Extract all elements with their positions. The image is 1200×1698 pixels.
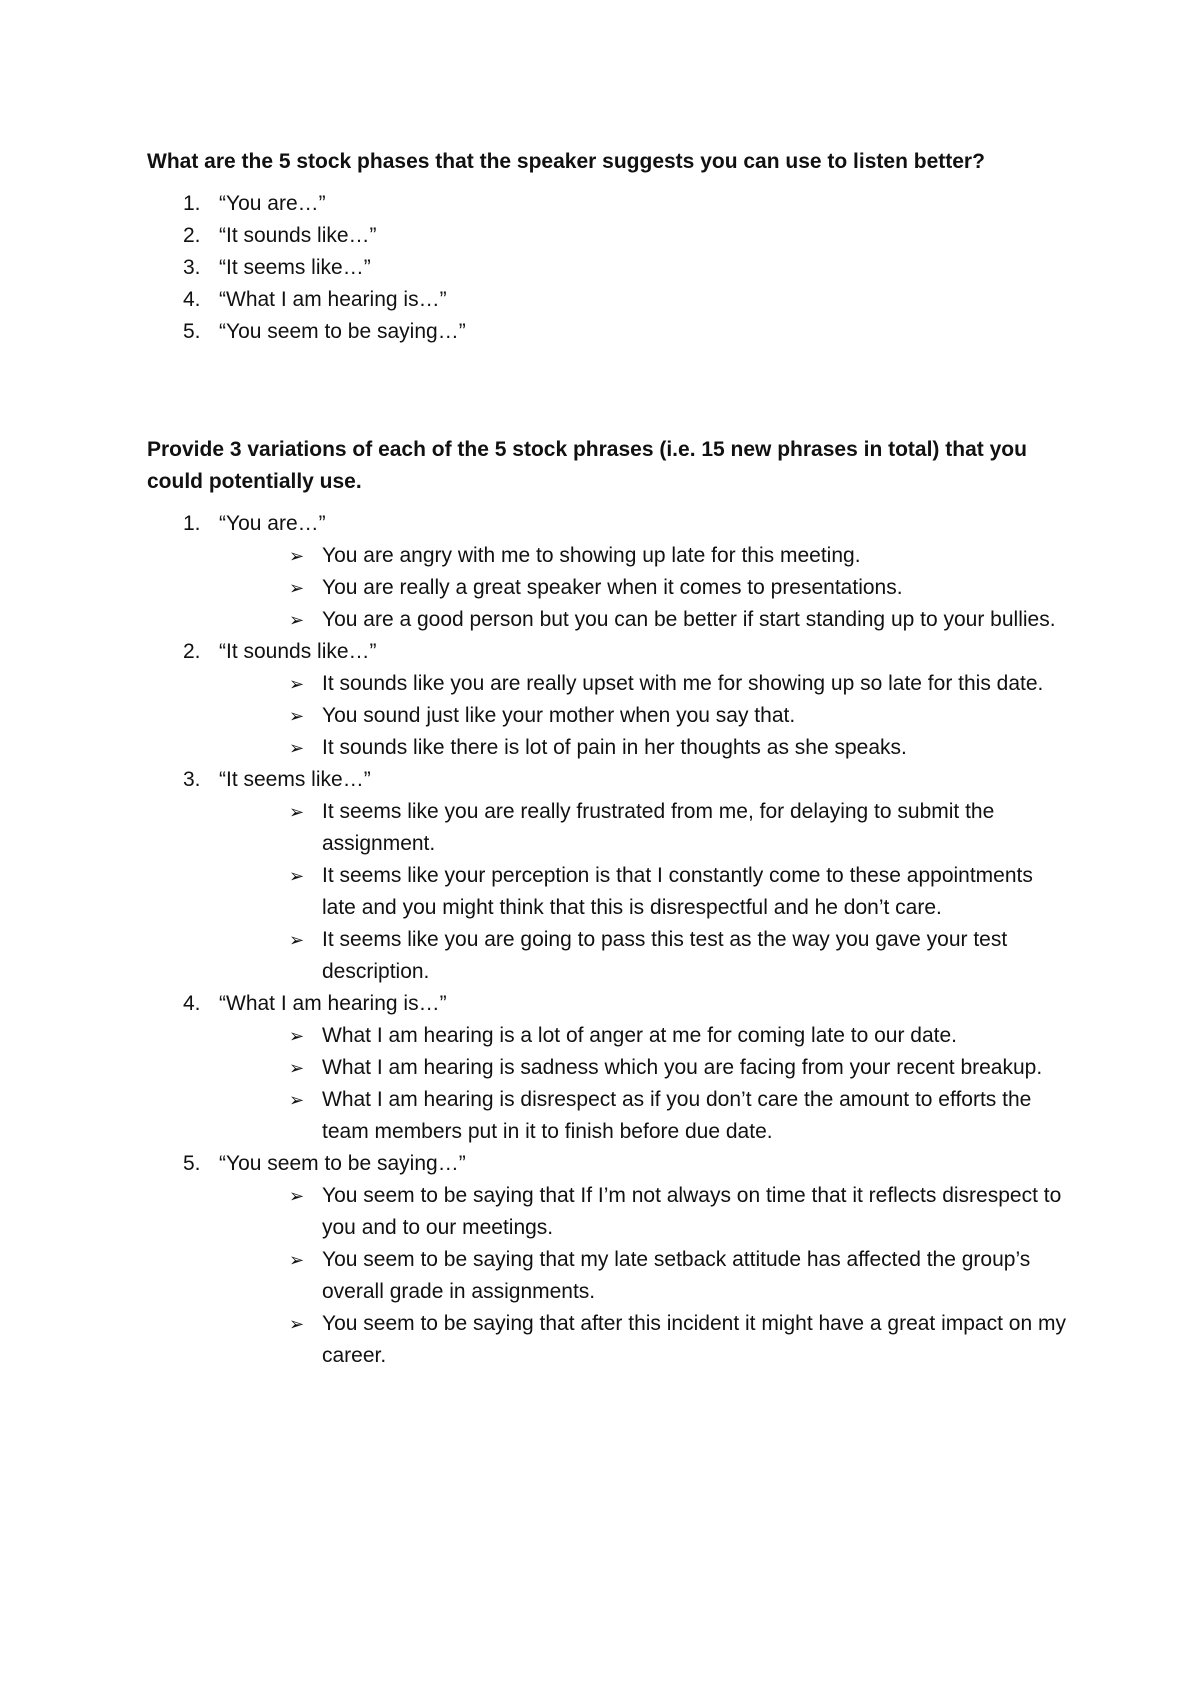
- variation-item: [289, 604, 1072, 636]
- list-item: [147, 284, 1080, 316]
- list-number: 5.: [183, 320, 201, 343]
- arrow-bullet-icon: ➢: [289, 1186, 305, 1206]
- variation-item: [289, 700, 1072, 732]
- variation-list: [219, 1180, 1080, 1372]
- variation-text: What I am hearing is a lot of anger at me for coming late to our date.: [322, 1024, 957, 1047]
- phrase-title: “What I am hearing is…”: [219, 992, 447, 1015]
- arrow-bullet-icon: ➢: [289, 706, 305, 726]
- list-number: 4.: [183, 288, 201, 311]
- question-2-heading: Provide 3 variations of each of the 5 stock phrases (i.e. 15 new phrases in total) that you could potentially use.: [147, 438, 1027, 493]
- variation-text: You seem to be saying that If I’m not always on time that it reflects disrespect to you and to our meetings.: [322, 1184, 1062, 1239]
- arrow-bullet-icon: ➢: [289, 1026, 305, 1046]
- variation-text: What I am hearing is sadness which you are facing from your recent breakup.: [322, 1056, 1043, 1079]
- list-text: “It sounds like…”: [219, 224, 377, 247]
- phrase-title: “You seem to be saying…”: [219, 1152, 466, 1175]
- arrow-bullet-icon: ➢: [289, 674, 305, 694]
- variation-text: You seem to be saying that my late setback attitude has affected the group’s overall grade in assignments.: [322, 1248, 1031, 1303]
- variation-text: It sounds like there is lot of pain in her thoughts as she speaks.: [322, 736, 907, 759]
- variation-text: You are angry with me to showing up late for this meeting.: [322, 544, 861, 567]
- variation-item: [289, 668, 1072, 700]
- stock-phrases-list: [147, 188, 1080, 348]
- variation-item: [289, 1052, 1072, 1084]
- variation-list: [219, 1020, 1080, 1148]
- list-text: “What I am hearing is…”: [219, 288, 447, 311]
- arrow-bullet-icon: ➢: [289, 802, 305, 822]
- arrow-bullet-icon: ➢: [289, 1250, 305, 1270]
- variation-text: You sound just like your mother when you say that.: [322, 704, 796, 727]
- variation-item: [289, 732, 1072, 764]
- list-number: 1.: [183, 192, 201, 215]
- variation-item: [289, 1084, 1072, 1148]
- variation-item: [289, 1308, 1072, 1372]
- variation-text: You seem to be saying that after this incident it might have a great impact on my career.: [322, 1312, 1066, 1367]
- variation-list: [219, 540, 1080, 636]
- phrase-title: “You are…”: [219, 512, 326, 535]
- variations-list: [147, 508, 1080, 1372]
- question-1-heading: What are the 5 stock phases that the speaker suggests you can use to listen better?: [147, 150, 985, 173]
- phrase-group: [147, 636, 1080, 764]
- variation-item: [289, 860, 1072, 924]
- phrase-title: “It seems like…”: [219, 768, 371, 791]
- arrow-bullet-icon: ➢: [289, 578, 305, 598]
- arrow-bullet-icon: ➢: [289, 546, 305, 566]
- variation-item: [289, 1180, 1072, 1244]
- list-item: [147, 252, 1080, 284]
- variation-text: You are a good person but you can be better if start standing up to your bullies.: [322, 608, 1056, 631]
- phrase-title: “It sounds like…”: [219, 640, 377, 663]
- variation-item: [289, 572, 1072, 604]
- variation-item: [289, 1244, 1072, 1308]
- list-number: 4.: [183, 992, 201, 1015]
- variation-list: [219, 668, 1080, 764]
- variation-text: You are really a great speaker when it comes to presentations.: [322, 576, 903, 599]
- arrow-bullet-icon: ➢: [289, 1314, 305, 1334]
- variation-item: [289, 924, 1072, 988]
- variation-text: It sounds like you are really upset with me for showing up so late for this date.: [322, 672, 1044, 695]
- list-number: 2.: [183, 640, 201, 663]
- list-text: “You seem to be saying…”: [219, 320, 466, 343]
- arrow-bullet-icon: ➢: [289, 866, 305, 886]
- list-number: 3.: [183, 768, 201, 791]
- list-item: [147, 316, 1080, 348]
- arrow-bullet-icon: ➢: [289, 738, 305, 758]
- list-item: [147, 188, 1080, 220]
- list-number: 3.: [183, 256, 201, 279]
- arrow-bullet-icon: ➢: [289, 1090, 305, 1110]
- list-text: “It seems like…”: [219, 256, 371, 279]
- list-number: 5.: [183, 1152, 201, 1175]
- list-item: [147, 220, 1080, 252]
- phrase-group: [147, 508, 1080, 636]
- variation-item: [289, 540, 1072, 572]
- variation-text: It seems like you are really frustrated from me, for delaying to submit the assignment.: [322, 800, 995, 855]
- arrow-bullet-icon: ➢: [289, 1058, 305, 1078]
- phrase-group: [147, 988, 1080, 1148]
- variation-item: [289, 796, 1072, 860]
- arrow-bullet-icon: ➢: [289, 610, 305, 630]
- variation-text: It seems like you are going to pass this test as the way you gave your test description.: [322, 928, 1008, 983]
- phrase-group: [147, 1148, 1080, 1372]
- list-number: 1.: [183, 512, 201, 535]
- variation-text: What I am hearing is disrespect as if you don’t care the amount to efforts the team members put in it to finish before due date.: [322, 1088, 1032, 1143]
- variation-list: [219, 796, 1080, 988]
- variation-item: [289, 1020, 1072, 1052]
- phrase-group: [147, 764, 1080, 988]
- list-number: 2.: [183, 224, 201, 247]
- list-text: “You are…”: [219, 192, 326, 215]
- arrow-bullet-icon: ➢: [289, 930, 305, 950]
- variation-text: It seems like your perception is that I constantly come to these appointments late and you might think that this is disrespectful and he don’t care.: [322, 864, 1033, 919]
